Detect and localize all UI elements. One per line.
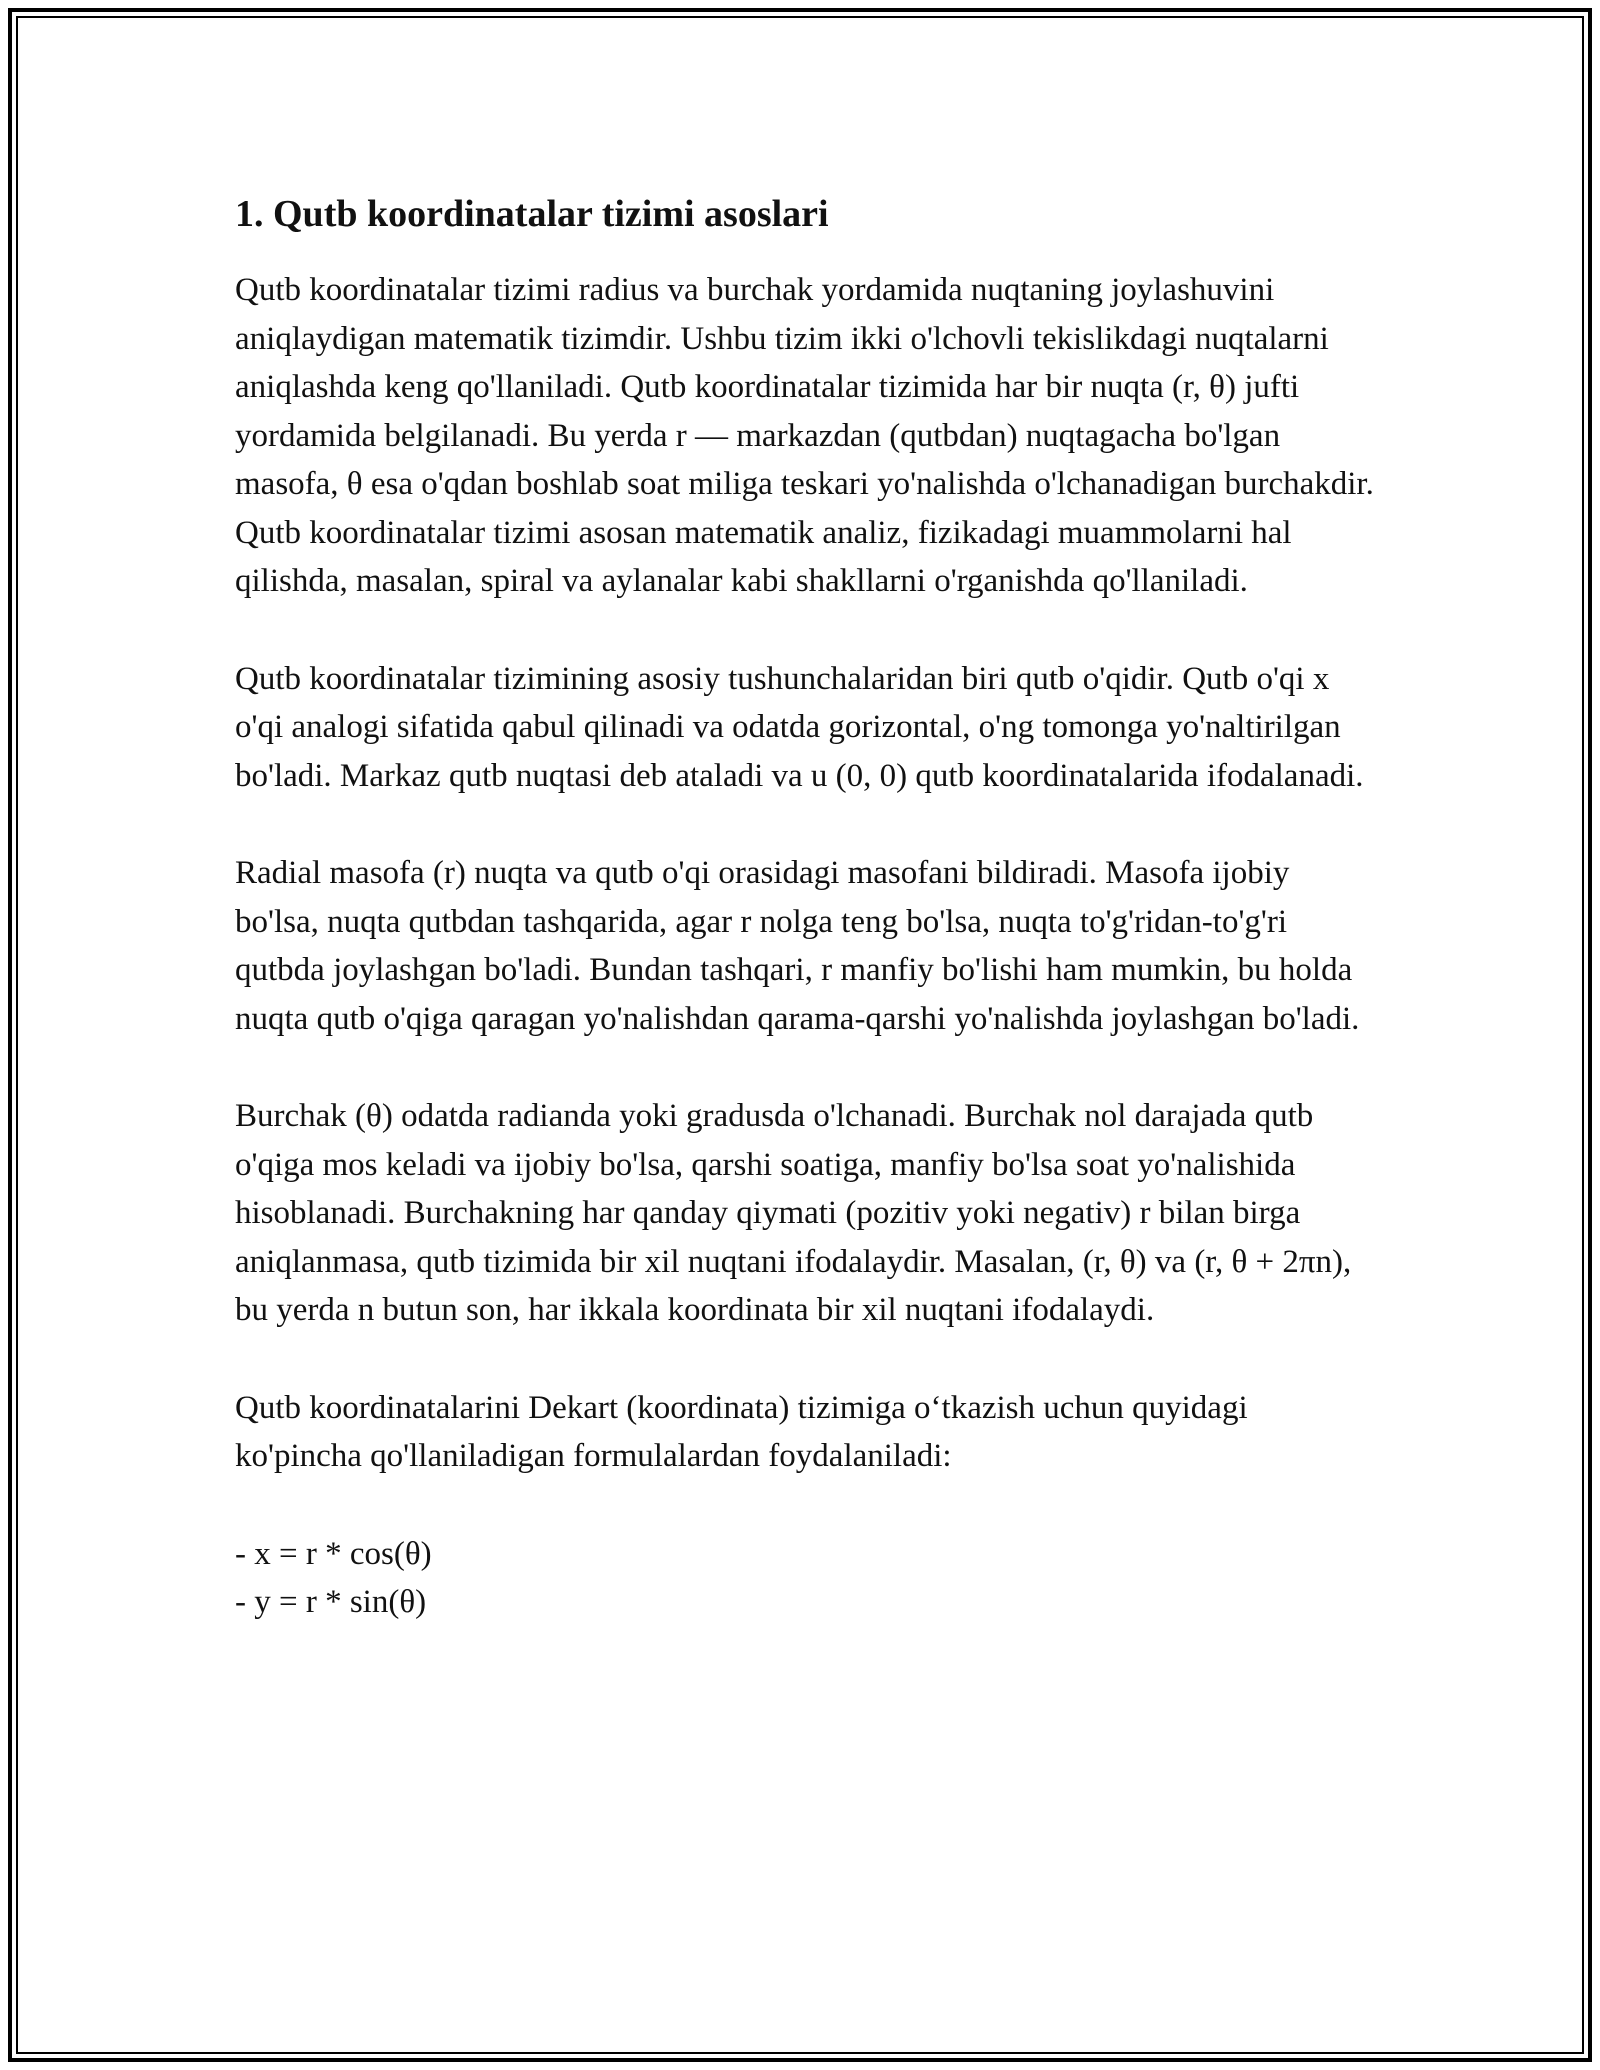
formula-x: - x = r * cos(θ) xyxy=(235,1535,432,1572)
paragraph-angle: Burchak (θ) odatda radianda yoki gradusda o'lchanadi. Burchak nol darajada qutb o'qiga mos keladi va ijobiy bo'lsa, qarshi soatiga, manfiy bo'lsa soat yo'nalishida hisoblanadi. Burchakning har qanday qiymati (pozitiv yoki negativ) r bilan birga aniqlanmasa, qutb tizimida bir xil nuqtani ifodalaydir. Masalan, (r, θ) va (r, θ + 2πn), bu yerda n butun son, har ikkala koordinata bir xil nuqtani ifodalaydi. xyxy=(235,1098,1352,1328)
paragraph-conversion: Qutb koordinatalarini Dekart (koordinata) tizimiga o‘tkazish uchun quyidagi ko'pincha qo'llaniladigan formulalardan foydalaniladi: xyxy=(235,1389,1248,1474)
section-title: 1. Qutb koordinatalar tizimi asoslari xyxy=(235,193,829,235)
paragraph-radial-distance: Radial masofa (r) nuqta va qutb o'qi orasidagi masofani bildiradi. Masofa ijobiy bo'lsa, nuqta qutbdan tashqarida, agar r nolga teng bo'lsa, nuqta to'g'ridan-to'g'ri qutbda joylashgan bo'ladi. Bundan tashqari, r manfiy bo'lishi ham mumkin, bu holda nuqta qutb o'qiga qaragan yo'nalishdan qarama-qarshi yo'nalishda joylashgan bo'ladi. xyxy=(235,855,1360,1037)
document-body xyxy=(235,184,1375,1627)
formula-y: - y = r * sin(θ) xyxy=(235,1584,427,1620)
paragraph-polar-axis: Qutb koordinatalar tizimining asosiy tushunchalaridan biri qutb o'qidir. Qutb o'qi x o'qi analogi sifatida qabul qilinadi va odatda gorizontal, o'ng tomonga yo'naltirilgan bo'ladi. Markaz qutb nuqtasi deb ataladi va u (0, 0) qutb koordinatalarida ifodalanadi. xyxy=(235,660,1364,794)
paragraph-intro: Qutb koordinatalar tizimi radius va burchak yordamida nuqtaning joylashuvini aniqlaydigan matematik tizimdir. Ushbu tizim ikki o'lchovli tekislikdagi nuqtalarni aniqlashda keng qo'llaniladi. Qutb koordinatalar tizimida har bir nuqta (r, θ) jufti yordamida belgilanadi. Bu yerda r — markazdan (qutbdan) nuqtagacha bo'lgan masofa, θ esa o'qdan boshlab soat miliga teskari yo'nalishda o'lchanadigan burchakdir. Qutb koordinatalar tizimi asosan matematik analiz, fizikadagi muammolarni hal qilishda, masalan, spiral va aylanalar kabi shakllarni o'rganishda qo'llaniladi. xyxy=(235,272,1374,599)
